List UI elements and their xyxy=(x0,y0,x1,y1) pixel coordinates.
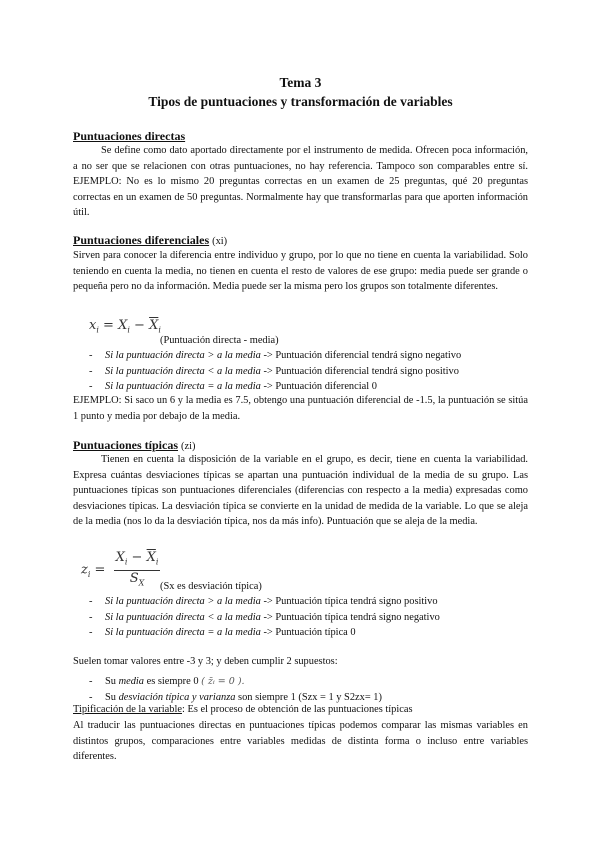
formula-num-b-sub: i xyxy=(155,557,159,567)
formula-eq: = xyxy=(90,562,110,578)
assumption2-pre: Su xyxy=(105,692,119,703)
formula-rhs1: X xyxy=(118,318,128,333)
formula-num-a: X xyxy=(115,550,125,565)
paragraph-diferenciales: Sirven para conocer la diferencia entre individuo y grupo, por lo que no tiene en cuenta la variabilidad. Solo teniendo en cuenta la media, no tienen en cuenta el resto de valores de ese grupo: media puede ser grande o pequeña pero no da información. Media puede ser la misma pero los grupos son totalmente diferentes. xyxy=(73,250,528,293)
assumption2-italic: desviación típica y varianza xyxy=(118,692,236,703)
list-item-cond: Si la puntuación directa < a la media xyxy=(105,611,261,623)
list-item: - Si la puntuación directa < a la media -> Puntuación diferencial tendrá signo positivo xyxy=(89,365,459,377)
list-item-cond: Si la puntuación directa > a la media xyxy=(105,350,261,361)
formula-den: S xyxy=(129,570,139,586)
paragraph-directas: Se define como dato aportado directamente por el instrumento de medida. Ofrecen poca información, a no ser que se relacionen con otras puntuaciones, no hay referencia. Tampoco son comparables entre sí. EJEMPLO: No es lo mismo 20 preguntas correctas en un examen de 25 preguntas, qué 20 preguntas correctas en un examen de 50 preguntas. Normalmente hay que transformarlas para que aporten información útil. xyxy=(73,145,528,219)
formula-lhs: x xyxy=(89,318,97,333)
list-item: - Si la puntuación directa > a la media -> Puntuación típica tendrá signo positivo xyxy=(89,596,438,607)
list-item: - Su media es siempre 0 ( z̄ᵢ = 0 ). xyxy=(89,676,245,687)
section-heading-directas xyxy=(73,128,528,144)
example-diferenciales: EJEMPLO: Si saco un 6 y la media es 7.5, obtengo una puntuación diferencial de -1.5, la puntuación se sitúa 1 punto y media por debajo de la media. xyxy=(73,395,528,422)
caption-tipica: (Sx es desviación típica) xyxy=(160,581,262,592)
heading-diferenciales-symbol: (xi) xyxy=(212,236,228,247)
list-item: - Su desviación típica y varianza son siempre 1 (Szx = 1 y S2zx= 1) xyxy=(89,692,382,703)
list-item: - Si la puntuación directa > a la media -> Puntuación diferencial tendrá signo negativo xyxy=(89,350,462,361)
tipificacion-text: : Es el proceso de obtención de las puntuaciones típicas xyxy=(181,704,413,715)
tipificacion-line xyxy=(73,702,528,718)
list-item-cond: Si la puntuación directa = a la media xyxy=(105,627,261,639)
heading-directas-text: Puntuaciones directas xyxy=(73,129,186,143)
doc-title: Tema 3 xyxy=(279,75,322,90)
formula-num-a-sub: i xyxy=(124,557,128,567)
formula-num-b: $\overline{X}$ xyxy=(146,550,156,565)
list-item-cond: Si la puntuación directa < a la media xyxy=(105,365,261,377)
list-item-result: -> Puntuación típica tendrá signo positivo xyxy=(260,596,438,607)
formula-rhs2-sub: i xyxy=(158,325,161,335)
formula-numerator xyxy=(114,550,161,571)
assumption1-math: ( z̄ᵢ = 0 ). xyxy=(201,676,245,687)
list-item-result: -> Puntuación típica tendrá signo negativo xyxy=(260,611,440,623)
list-item: - Si la puntuación directa < a la media -> Puntuación típica tendrá signo negativo xyxy=(89,611,440,623)
doc-subtitle: Tipos de puntuaciones y transformación de variables xyxy=(148,94,453,109)
formula-num-minus: − xyxy=(127,550,147,565)
formula-z-sub: i xyxy=(87,570,91,580)
assumption1-italic: media xyxy=(118,676,144,687)
list-item: - Si la puntuación directa = a la media -> Puntuación típica 0 xyxy=(89,627,356,639)
list-item-result: -> Puntuación diferencial tendrá signo negativo xyxy=(260,350,462,361)
list-assumptions xyxy=(73,673,528,706)
list-item-result: -> Puntuación diferencial 0 xyxy=(260,381,377,393)
formula-eq: = xyxy=(98,318,119,333)
assumptions-intro: Suelen tomar valores entre -3 y 3; y deben cumplir 2 supuestos: xyxy=(73,656,338,667)
formula-lhs-sub: i xyxy=(96,325,99,335)
paragraph-tipicas: Tienen en cuenta la disposición de la variable en el grupo, es decir, tiene en cuenta la variabilidad. Expresa cuántas desviaciones típicas se apartan una puntuación individual de la media de su grupo. Las puntuaciones típicas son puntuaciones diferenciales (diferencias con respecto a la media) expresadas como desviaciones típicas. La desviación típica se convierte en la unidad de medida de la variable. Lo que se aleja de la media (nos lo da la desviación típica, nos da más info). Puntuación que se aleja de la media. xyxy=(73,454,528,528)
tipificacion-label: Tipificación de la variable xyxy=(73,704,182,715)
heading-tipicas-text: Puntuaciones típicas xyxy=(73,438,179,452)
heading-diferenciales-text: Puntuaciones diferenciales xyxy=(73,233,210,247)
list-item-result: -> Puntuación diferencial tendrá signo positivo xyxy=(260,365,459,377)
formula-z: z xyxy=(81,562,88,578)
formula-rhs2: $\overline{X}$ xyxy=(149,318,159,333)
list-item-cond: Si la puntuación directa = a la media xyxy=(105,381,261,393)
list-item: - Si la puntuación directa = a la media -> Puntuación diferencial 0 xyxy=(89,381,377,393)
assumption1-post: es siempre 0 xyxy=(143,676,199,687)
caption-diferencial: (Puntuación directa - media) xyxy=(160,335,279,346)
list-item-cond: Si la puntuación directa > a la media xyxy=(105,596,261,607)
formula-minus: − xyxy=(129,318,150,333)
heading-tipicas-symbol: (zi) xyxy=(181,441,196,452)
list-item-result: -> Puntuación típica 0 xyxy=(260,627,356,639)
formula-den-sub: X xyxy=(138,578,145,588)
list-diferenciales xyxy=(73,348,528,395)
list-tipicas xyxy=(73,594,528,641)
formula-rhs1-sub: i xyxy=(127,325,130,335)
paragraph-closing: Al traducir las puntuaciones directas en puntuaciones típicas podemos comparar las mismas variables en distintos grupos, comparaciones entre variables medidas de distinta forma o incluso entre variables diferentes. xyxy=(73,720,528,763)
assumption1-pre: Su xyxy=(105,676,119,687)
assumption2-post: son siempre 1 (Szx = 1 y S2zx= 1) xyxy=(235,692,382,703)
